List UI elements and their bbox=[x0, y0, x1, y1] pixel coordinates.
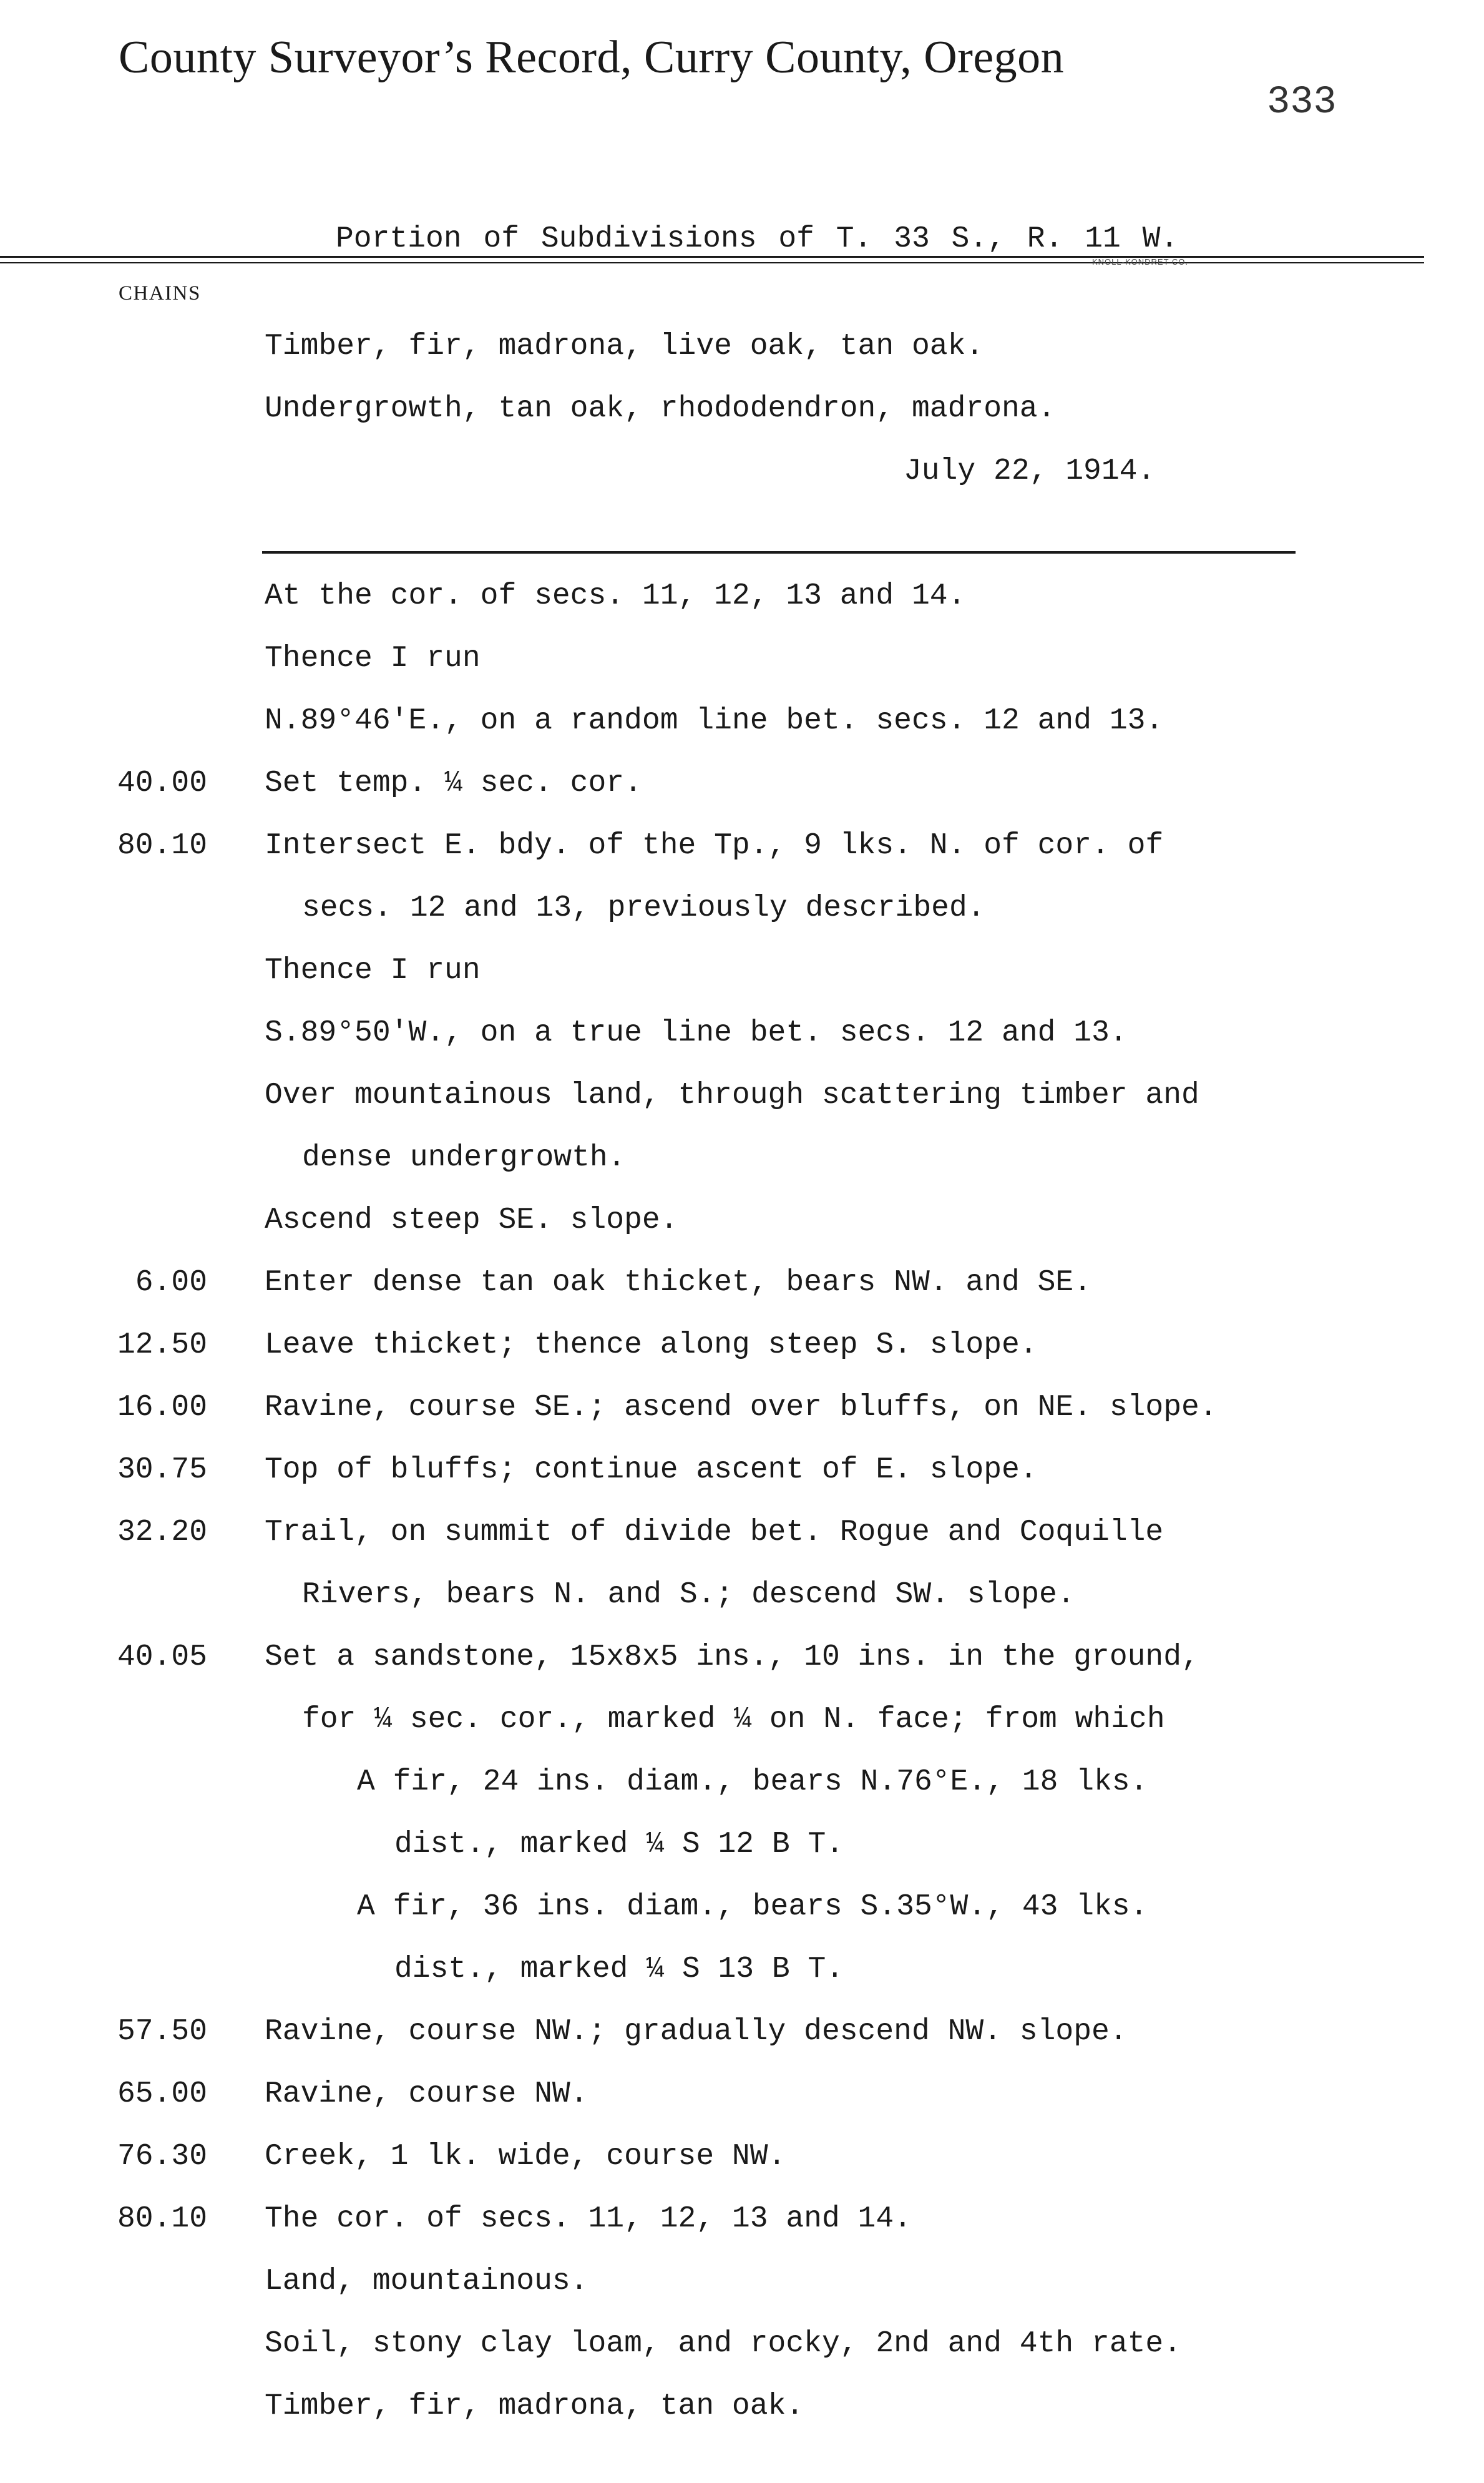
note-text: dense undergrowth. bbox=[302, 1141, 626, 1175]
note-text: Enter dense tan oak thicket, bears NW. and SE. bbox=[265, 1266, 1092, 1300]
note-line bbox=[0, 392, 1484, 432]
note-line bbox=[0, 1391, 1484, 1431]
note-line bbox=[0, 2077, 1484, 2117]
note-text: for ¼ sec. cor., marked ¼ on N. face; from which bbox=[302, 1703, 1165, 1736]
note-line bbox=[0, 954, 1484, 994]
chain-distance: 16.00 bbox=[117, 1391, 207, 1424]
note-text: Trail, on summit of divide bet. Rogue and Coquille bbox=[265, 1516, 1164, 1549]
note-line bbox=[0, 1516, 1484, 1555]
note-text: Over mountainous land, through scattering timber and bbox=[265, 1079, 1199, 1112]
note-line bbox=[0, 1765, 1484, 1805]
note-line bbox=[0, 1079, 1484, 1119]
note-line bbox=[0, 1203, 1484, 1243]
page-number: 333 bbox=[1267, 80, 1337, 124]
note-line bbox=[0, 454, 1484, 494]
chain-distance: 80.10 bbox=[117, 829, 207, 863]
note-line bbox=[0, 2015, 1484, 2055]
chain-distance: 12.50 bbox=[117, 1328, 207, 1362]
note-text: N.89°46'E., on a random line bet. secs. 12 and 13. bbox=[265, 704, 1164, 738]
note-text: Land, mountainous. bbox=[265, 2265, 588, 2298]
note-text: Thence I run bbox=[265, 954, 481, 987]
chain-distance: 40.00 bbox=[117, 766, 207, 800]
note-text: At the cor. of secs. 11, 12, 13 and 14. bbox=[265, 579, 966, 613]
note-text: Leave thicket; thence along steep S. slope. bbox=[265, 1328, 1038, 1362]
chain-distance: 30.75 bbox=[117, 1453, 207, 1487]
note-text: A fir, 36 ins. diam., bears S.35°W., 43 lks. bbox=[357, 1890, 1148, 1924]
note-text: Ravine, course NW.; gradually descend NW. slope. bbox=[265, 2015, 1128, 2049]
note-line bbox=[0, 2265, 1484, 2304]
note-text: Timber, fir, madrona, tan oak. bbox=[265, 2389, 804, 2423]
note-line bbox=[0, 1453, 1484, 1493]
chain-distance: 32.20 bbox=[117, 1516, 207, 1549]
note-line bbox=[0, 1952, 1484, 1992]
chain-distance: 65.00 bbox=[117, 2077, 207, 2111]
note-text: Creek, 1 lk. wide, course NW. bbox=[265, 2140, 786, 2173]
header-rule-upper bbox=[0, 256, 1424, 258]
note-text: Set temp. ¼ sec. cor. bbox=[265, 766, 642, 800]
note-line bbox=[0, 766, 1484, 806]
survey-date: July 22, 1914. bbox=[904, 454, 1156, 488]
note-line bbox=[0, 579, 1484, 619]
note-text: Undergrowth, tan oak, rhododendron, madrona. bbox=[265, 392, 1056, 426]
note-line bbox=[0, 704, 1484, 744]
note-text: Ravine, course SE.; ascend over bluffs, on NE. slope. bbox=[265, 1391, 1218, 1424]
chain-distance: 40.05 bbox=[117, 1640, 207, 1674]
note-text: dist., marked ¼ S 13 B T. bbox=[394, 1952, 844, 1986]
note-text: A fir, 24 ins. diam., bears N.76°E., 18 lks. bbox=[357, 1765, 1148, 1799]
note-text: Ravine, course NW. bbox=[265, 2077, 588, 2111]
note-text: S.89°50'W., on a true line bet. secs. 12 and 13. bbox=[265, 1016, 1128, 1050]
note-line bbox=[0, 642, 1484, 682]
note-line bbox=[0, 2202, 1484, 2242]
record-title: County Surveyor’s Record, Curry County, Oregon bbox=[119, 32, 1065, 83]
chains-column-label: CHAINS bbox=[119, 282, 201, 305]
note-line bbox=[0, 1266, 1484, 1306]
note-text: Ascend steep SE. slope. bbox=[265, 1203, 678, 1237]
note-text: Timber, fir, madrona, live oak, tan oak. bbox=[265, 330, 984, 363]
note-line bbox=[0, 2327, 1484, 2367]
note-line bbox=[0, 1703, 1484, 1743]
note-text: Set a sandstone, 15x8x5 ins., 10 ins. in the ground, bbox=[265, 1640, 1199, 1674]
note-line bbox=[0, 2140, 1484, 2180]
chain-distance: 6.00 bbox=[135, 1266, 207, 1300]
note-line bbox=[0, 1016, 1484, 1056]
chain-distance: 57.50 bbox=[117, 2015, 207, 2049]
note-line bbox=[0, 891, 1484, 931]
note-text: Intersect E. bdy. of the Tp., 9 lks. N. of cor. of bbox=[265, 829, 1164, 863]
survey-subtitle: Portion of Subdivisions of T. 33 S., R. 11 W. bbox=[336, 222, 1179, 256]
note-line bbox=[0, 2389, 1484, 2429]
note-line bbox=[0, 1578, 1484, 1618]
note-line bbox=[0, 1328, 1484, 1368]
printer-mark: KNOLL-KONDRET CO. bbox=[1092, 257, 1189, 267]
note-line bbox=[0, 1890, 1484, 1930]
note-text: dist., marked ¼ S 12 B T. bbox=[394, 1828, 844, 1861]
note-text: Thence I run bbox=[265, 642, 481, 675]
chain-distance: 76.30 bbox=[117, 2140, 207, 2173]
note-text: Rivers, bears N. and S.; descend SW. slope. bbox=[302, 1578, 1075, 1612]
note-line bbox=[0, 1828, 1484, 1868]
note-text: The cor. of secs. 11, 12, 13 and 14. bbox=[265, 2202, 912, 2236]
section-divider bbox=[262, 551, 1296, 554]
note-line bbox=[0, 1141, 1484, 1181]
note-text: secs. 12 and 13, previously described. bbox=[302, 891, 985, 925]
note-text: Top of bluffs; continue ascent of E. slope. bbox=[265, 1453, 1038, 1487]
note-line bbox=[0, 829, 1484, 869]
note-line bbox=[0, 330, 1484, 370]
note-text: Soil, stony clay loam, and rocky, 2nd and 4th rate. bbox=[265, 2327, 1182, 2361]
header-rule-lower bbox=[0, 262, 1424, 263]
chain-distance: 80.10 bbox=[117, 2202, 207, 2236]
note-line bbox=[0, 1640, 1484, 1680]
